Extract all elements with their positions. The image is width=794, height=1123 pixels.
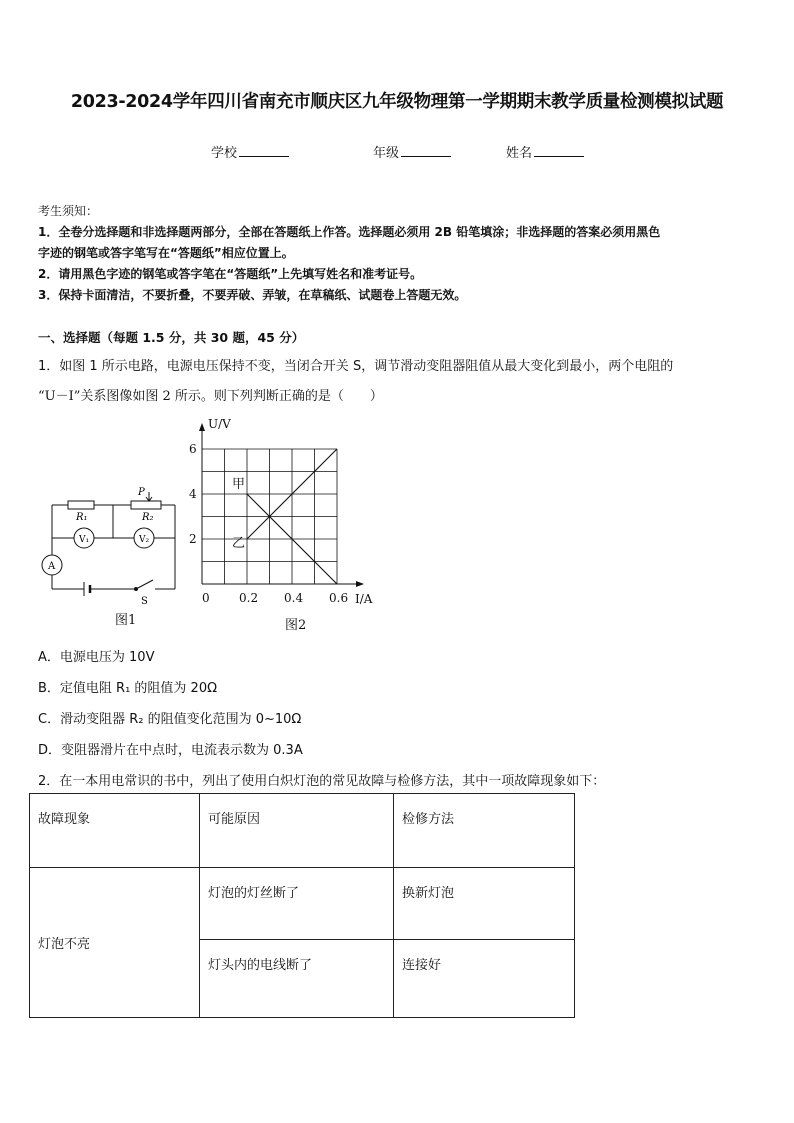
fault-table	[29, 793, 575, 1018]
x-tick-label: 0	[202, 591, 210, 605]
fix-cell: 连接好	[394, 940, 575, 1018]
x-axis-arrow	[356, 581, 364, 587]
option-a[interactable]: A．电源电压为 10V	[38, 650, 155, 665]
x-axis-label: I/A	[355, 592, 373, 606]
grade-field	[373, 142, 451, 161]
fault-cell: 灯泡不亮	[30, 868, 200, 1018]
school-label: 学校	[211, 146, 238, 161]
cause-cell: 灯头内的电线断了	[200, 940, 394, 1018]
notes-heading: 考生须知：	[38, 204, 99, 218]
question-1-line1: 1．如图 1 所示电路，电源电压保持不变，当闭合开关 S，调节滑动变阻器阻值从最大变化到最小，两个电阻的	[38, 359, 674, 374]
header-cell: 故障现象	[30, 794, 200, 868]
school-field	[211, 142, 289, 161]
cause-cell: 灯泡的灯丝断了	[200, 868, 394, 940]
series-label: 甲	[232, 477, 246, 492]
exam-notes	[38, 201, 758, 306]
circuit-diagram	[38, 482, 188, 612]
grade-label: 年级	[373, 146, 400, 161]
section-heading: 一、选择题（每题 1.5 分，共 30 题，45 分）	[38, 330, 305, 345]
name-label: 姓名	[506, 146, 533, 161]
table-header-row	[30, 794, 575, 868]
resistor-r2	[131, 501, 161, 509]
table-row	[30, 868, 575, 940]
switch-label: S	[141, 596, 148, 607]
series-label: 乙	[232, 536, 246, 551]
figure-1-caption: 图1	[115, 613, 137, 628]
note-line: 3．保持卡面清洁，不要折叠，不要弄破、弄皱，在草稿纸、试题卷上答题无效。	[38, 288, 467, 302]
question-2-text: 2．在一本用电常识的书中，列出了使用白炽灯泡的常见故障与检修方法，其中一项故障现象如下：	[38, 774, 606, 789]
y-tick-label: 6	[189, 442, 197, 456]
resistor-r1	[68, 501, 94, 509]
r2-label: R₂	[142, 512, 154, 523]
slider-label: P	[138, 487, 145, 498]
question-1-line2: “U－I”关系图像如图 2 所示。则下列判断正确的是（ ）	[38, 389, 383, 404]
y-axis-label: U/V	[208, 417, 231, 431]
header-cell: 检修方法	[394, 794, 575, 868]
fix-cell: 换新灯泡	[394, 868, 575, 940]
option-d[interactable]: D．变阻器滑片在中点时，电流表示数为 0.3A	[38, 743, 303, 758]
switch-s	[136, 580, 153, 589]
figure-2-caption: 图2	[285, 618, 307, 633]
x-tick-label: 0.4	[284, 591, 304, 605]
y-axis-arrow	[199, 423, 205, 431]
x-tick-label: 0.6	[329, 591, 349, 605]
y-tick-label: 4	[189, 487, 197, 501]
option-c[interactable]: C．滑动变阻器 R₂ 的阻值变化范围为 0~10Ω	[38, 712, 302, 727]
note-line: 2．请用黑色字迹的钢笔或答字笔在“答题纸”上先填写姓名和准考证号。	[38, 267, 423, 281]
note-line: 字迹的钢笔或答字笔写在“答题纸”相应位置上。	[38, 246, 294, 260]
r1-label: R₁	[76, 512, 88, 523]
x-tick-label: 0.2	[239, 591, 259, 605]
name-field	[506, 142, 584, 161]
note-line: 1．全卷分选择题和非选择题两部分，全部在答题纸上作答。选择题必须用 2B 铅笔填涂；非选择题的答案必须用黑色	[38, 225, 661, 239]
v1-label: V₁	[79, 535, 90, 545]
page-title: 2023-2024学年四川省南充市顺庆区九年级物理第一学期期末教学质量检测模拟试题	[70, 92, 724, 112]
a-label: A	[48, 561, 56, 572]
u-i-chart	[180, 410, 380, 615]
header-cell: 可能原因	[200, 794, 394, 868]
v2-label: V₂	[139, 535, 150, 545]
y-tick-label: 2	[189, 532, 197, 546]
option-b[interactable]: B．定值电阻 R₁ 的阻值为 20Ω	[38, 681, 218, 696]
